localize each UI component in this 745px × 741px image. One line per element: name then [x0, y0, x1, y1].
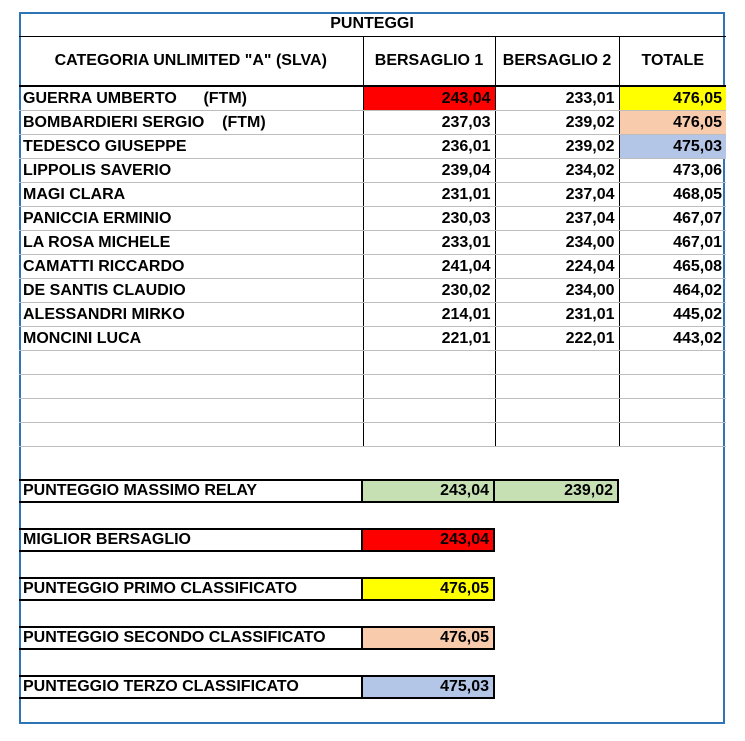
- table-row: [19, 423, 726, 447]
- cell-b2: [495, 399, 619, 423]
- cell-name: [19, 375, 363, 399]
- cell-tot: 468,05: [619, 183, 726, 207]
- cell-b1: 231,01: [363, 183, 495, 207]
- cell-b1: [363, 423, 495, 447]
- relay-value-b1: 243,04: [363, 479, 495, 503]
- cell-b2: [495, 375, 619, 399]
- cell-tot: 443,02: [619, 327, 726, 351]
- cell-b2: 224,04: [495, 255, 619, 279]
- best-target-value: 243,04: [363, 528, 495, 552]
- cell-b1: 221,01: [363, 327, 495, 351]
- cell-name: [19, 351, 363, 375]
- cell-name: PANICCIA ERMINIO: [19, 207, 363, 231]
- cell-b1: 236,01: [363, 135, 495, 159]
- table-row: [19, 231, 726, 255]
- cell-name: [19, 423, 363, 447]
- cell-b1: 237,03: [363, 111, 495, 135]
- cell-b2: 239,02: [495, 135, 619, 159]
- table-row: [19, 399, 726, 423]
- cell-name: ALESSANDRI MIRKO: [19, 303, 363, 327]
- cell-b2: 234,00: [495, 231, 619, 255]
- cell-tot: 445,02: [619, 303, 726, 327]
- cell-name: MONCINI LUCA: [19, 327, 363, 351]
- header-bersaglio-2: BERSAGLIO 2: [495, 37, 619, 87]
- cell-b1: [363, 375, 495, 399]
- table-row: [19, 111, 726, 135]
- cell-name: LA ROSA MICHELE: [19, 231, 363, 255]
- cell-b2: [495, 423, 619, 447]
- relay-value-b2: 239,02: [495, 479, 619, 503]
- cell-b2: 233,01: [495, 86, 619, 111]
- header-totale: TOTALE: [619, 37, 726, 87]
- cell-b2: 231,01: [495, 303, 619, 327]
- cell-name: MAGI CLARA: [19, 183, 363, 207]
- cell-b2: 237,04: [495, 207, 619, 231]
- first-place-label: PUNTEGGIO PRIMO CLASSIFICATO: [19, 577, 363, 601]
- cell-b1: 230,02: [363, 279, 495, 303]
- cell-name: BOMBARDIERI SERGIO (FTM): [19, 111, 363, 135]
- cell-name: DE SANTIS CLAUDIO: [19, 279, 363, 303]
- cell-b1: 241,04: [363, 255, 495, 279]
- cell-b1: [363, 351, 495, 375]
- cell-tot: [619, 375, 726, 399]
- cell-tot: [619, 351, 726, 375]
- cell-name: [19, 399, 363, 423]
- table-row: [19, 327, 726, 351]
- table-row: [19, 159, 726, 183]
- table-row: [19, 255, 726, 279]
- table-row: [19, 86, 726, 111]
- cell-b2: 234,00: [495, 279, 619, 303]
- cell-tot: 475,03: [619, 135, 726, 159]
- cell-b1: 214,01: [363, 303, 495, 327]
- cell-name: LIPPOLIS SAVERIO: [19, 159, 363, 183]
- cell-tot: 467,07: [619, 207, 726, 231]
- best-target-label: MIGLIOR BERSAGLIO: [19, 528, 363, 552]
- cell-b2: [495, 351, 619, 375]
- cell-tot: 464,02: [619, 279, 726, 303]
- second-place-label: PUNTEGGIO SECONDO CLASSIFICATO: [19, 626, 363, 650]
- cell-b2: 222,01: [495, 327, 619, 351]
- cell-tot: [619, 423, 726, 447]
- table-row: [19, 351, 726, 375]
- cell-b2: 237,04: [495, 183, 619, 207]
- cell-tot: [619, 399, 726, 423]
- cell-tot: 473,06: [619, 159, 726, 183]
- cell-b1: 239,04: [363, 159, 495, 183]
- table-row: [19, 279, 726, 303]
- cell-name: CAMATTI RICCARDO: [19, 255, 363, 279]
- header-bersaglio-1: BERSAGLIO 1: [363, 37, 495, 87]
- table-row: [19, 135, 726, 159]
- cell-name: GUERRA UMBERTO (FTM): [19, 86, 363, 111]
- cell-tot: 465,08: [619, 255, 726, 279]
- cell-b2: 239,02: [495, 111, 619, 135]
- table-row: [19, 207, 726, 231]
- header-category: CATEGORIA UNLIMITED "A" (SLVA): [19, 37, 363, 87]
- header-row: [19, 37, 726, 87]
- cell-name: TEDESCO GIUSEPPE: [19, 135, 363, 159]
- second-place-value: 476,05: [363, 626, 495, 650]
- cell-tot: 467,01: [619, 231, 726, 255]
- cell-tot: 476,05: [619, 86, 726, 111]
- first-place-value: 476,05: [363, 577, 495, 601]
- sheet-title: PUNTEGGI: [330, 15, 414, 32]
- scores-table: [19, 36, 726, 447]
- cell-b2: 234,02: [495, 159, 619, 183]
- table-row: [19, 375, 726, 399]
- third-place-value: 475,03: [363, 675, 495, 699]
- cell-b1: [363, 399, 495, 423]
- table-row: [19, 303, 726, 327]
- cell-b1: 243,04: [363, 86, 495, 111]
- cell-b1: 233,01: [363, 231, 495, 255]
- table-row: [19, 183, 726, 207]
- cell-tot: 476,05: [619, 111, 726, 135]
- relay-label: PUNTEGGIO MASSIMO RELAY: [19, 479, 363, 503]
- third-place-label: PUNTEGGIO TERZO CLASSIFICATO: [19, 675, 363, 699]
- cell-b1: 230,03: [363, 207, 495, 231]
